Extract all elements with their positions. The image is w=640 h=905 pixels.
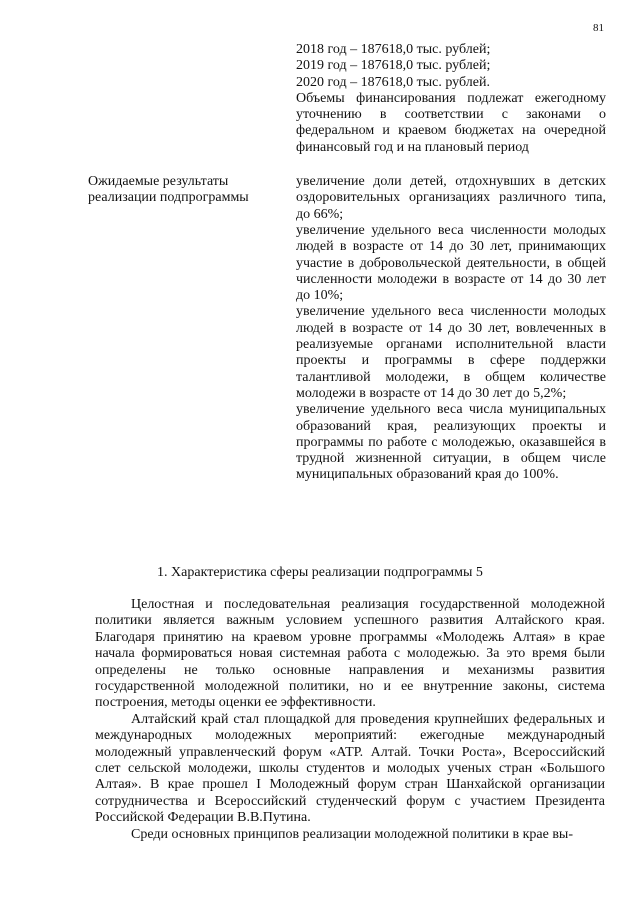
funding-label-cell: [88, 42, 296, 156]
funding-value-cell: [296, 42, 606, 156]
passport-table: [88, 42, 606, 484]
expected-result-item: увеличение удельного веса численности молодых людей в возрасте от 14 до 30 лет, принимающих участие в добровольческой деятельности, в общей численности молодежи в возрасте от 14 до 30 лет до 10%;: [296, 222, 606, 304]
funding-year-2019: 2019 год – 187618,0 тыс. рублей;: [296, 58, 491, 74]
expected-result-item: увеличение доли детей, отдохнувших в детских оздоровительных организациях различного типа, до 66%;: [296, 174, 606, 222]
expected-results-row: [88, 174, 606, 484]
funding-year-2020: 2020 год – 187618,0 тыс. рублей.: [296, 74, 490, 90]
body-paragraph: Целостная и последовательная реализация государственной молодежной политики является важным условием успешного развития Алтайского края. Благодаря принятию на краевом уровне программы «Молодежь Алтая» в крае начала формироваться новая системная работа с молодежью. За это время были определены не только основные направления и механизмы развития государственной молодежной политики, но и ее внутренние законы, система построения, методы оценки ее эффективности.: [95, 597, 605, 711]
section-body: [95, 597, 605, 843]
funding-row: [88, 42, 606, 156]
funding-note: Объемы финансирования подлежат ежегодному уточнению в соответствии с законами о федеральном и краевом бюджетах на очередной финансовый год и на плановый период: [296, 90, 606, 155]
funding-year-2018: 2018 год – 187618,0 тыс. рублей;: [296, 42, 491, 57]
expected-result-item: увеличение удельного веса числа муниципальных образований края, реализующих проекты и программы по работе с молодежью, оказавшейся в трудной жизненной ситуации, в общем числе муниципальных образований края до 100%.: [296, 402, 606, 483]
expected-result-item: увеличение удельного веса численности молодых людей в возрасте от 14 до 30 лет, вовлеченных в реализуемые органами исполнительной власти проекты и программы в сфере поддержки талантливой молодежи, в общем количестве молодежи в возрасте от 14 до 30 лет до 5,2%;: [296, 304, 606, 401]
expected-results-label: Ожидаемые результаты реализации подпрограммы: [88, 174, 249, 206]
page-number: 81: [593, 22, 604, 34]
body-paragraph: Алтайский край стал площадкой для проведения крупнейших федеральных и международных молодежных мероприятий: ежегодные международный молодежный управленческий форум «АТР. Алтай. Точки Роста», Всероссийский слет сельской молодежи, школы студентов и молодых ученых стран «Большого Алтая». В крае прошел I Молодежный форум стран Шанхайской организации сотрудничества и Всероссийский студенческий форум с участием Президента Российской Федерации В.В.Путина.: [95, 711, 605, 826]
section-heading: 1. Характеристика сферы реализации подпрограммы 5: [157, 565, 483, 580]
expected-results-list: [296, 174, 606, 484]
body-paragraph: Среди основных принципов реализации молодежной политики в крае вы-: [131, 826, 573, 842]
